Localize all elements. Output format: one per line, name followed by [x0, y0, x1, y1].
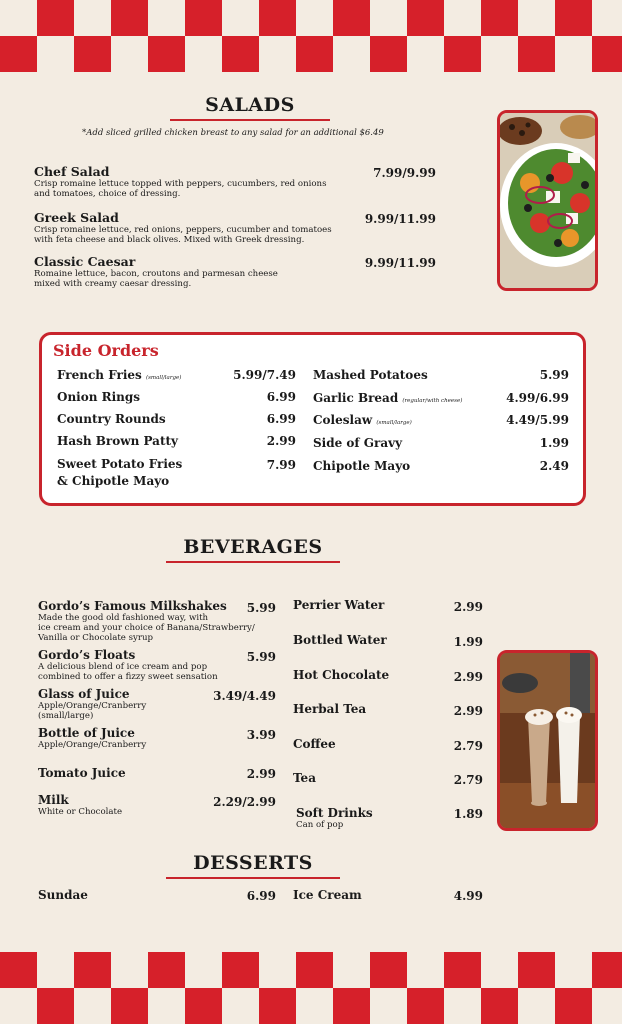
checker-square — [222, 952, 259, 988]
price-herbal-tea: 2.99 — [453, 704, 483, 718]
checker-square — [407, 988, 444, 1024]
checker-square — [0, 952, 37, 988]
checker-square — [333, 988, 370, 1024]
checker-square — [296, 988, 333, 1024]
side-orders-box — [39, 332, 586, 506]
price-milk: 2.29/2.99 — [213, 795, 276, 809]
price-ice-cream: 4.99 — [453, 889, 483, 903]
price-sundae: 6.99 — [246, 889, 276, 903]
checker-square — [592, 988, 622, 1024]
salads-note: *Add sliced grilled chicken breast to any salad for an additional $6.49 — [82, 128, 384, 138]
checker-square — [37, 36, 74, 72]
price-classic-caesar: 9.99/11.99 — [364, 256, 436, 270]
bev-item-hot-chocolate: Hot Chocolate — [293, 668, 390, 682]
bev-item-milk: Milk White or Chocolate — [38, 793, 123, 817]
price-coleslaw: 4.49/5.99 — [506, 413, 569, 427]
menu-item-greek-salad: Greek Salad Crisp romaine lettuce, red onions, peppers, cucumber and tomatoes with feta cheese and black olives. Mixed with Greek dressing. — [34, 210, 332, 245]
checker-square — [370, 36, 407, 72]
side-item-coleslaw: Coleslaw (small/large) — [313, 413, 412, 427]
menu-item-classic-caesar: Classic Caesar Romaine lettuce, bacon, croutons and parmesan cheese mixed with creamy caesar dressing. — [34, 254, 278, 289]
checker-square — [259, 0, 296, 36]
price-hash-brown-patty: 2.99 — [266, 434, 296, 448]
side-item-country-rounds: Country Rounds — [57, 412, 166, 426]
price-tea: 2.79 — [453, 773, 483, 787]
checker-square — [407, 36, 444, 72]
side-item-chipotle-mayo: Chipotle Mayo — [313, 459, 411, 473]
checker-square — [333, 36, 370, 72]
price-bottle-of-juice: 3.99 — [246, 728, 276, 742]
side-item-mashed-potatoes: Mashed Potatoes — [313, 368, 428, 382]
checker-square — [185, 0, 222, 36]
price-greek-salad: 9.99/11.99 — [364, 212, 436, 226]
price-tomato-juice: 2.99 — [246, 767, 276, 781]
checker-square — [407, 0, 444, 36]
checker-square — [333, 0, 370, 36]
salads-title: SALADS — [170, 94, 330, 121]
checker-square — [148, 0, 185, 36]
price-hot-chocolate: 2.99 — [453, 670, 483, 684]
checker-square — [185, 36, 222, 72]
bev-item-soft-drinks: Soft Drinks Can of pop — [296, 806, 373, 830]
checker-square — [333, 952, 370, 988]
checker-square — [74, 0, 111, 36]
checker-square — [592, 952, 622, 988]
bev-item-tomato-juice: Tomato Juice — [38, 766, 126, 780]
price-garlic-bread: 4.99/6.99 — [506, 391, 569, 405]
dessert-item-ice-cream: Ice Cream — [293, 888, 362, 902]
checker-square — [74, 952, 111, 988]
checker-square — [444, 952, 481, 988]
price-glass-of-juice: 3.49/4.49 — [213, 689, 276, 703]
checker-square — [148, 988, 185, 1024]
salad-photo — [497, 110, 598, 291]
price-floats: 5.99 — [246, 650, 276, 664]
menu-item-chef-salad: Chef Salad Crisp romaine lettuce topped with peppers, cucumbers, red onions and tomatoes, choice of dressing. — [34, 164, 327, 199]
price-french-fries: 5.99/7.49 — [233, 368, 296, 382]
price-perrier-water: 2.99 — [453, 600, 483, 614]
bev-item-tea: Tea — [293, 771, 316, 785]
checker-square — [370, 0, 407, 36]
checker-square — [296, 0, 333, 36]
price-soft-drinks: 1.89 — [453, 807, 483, 821]
checker-square — [481, 0, 518, 36]
price-coffee: 2.79 — [453, 739, 483, 753]
checker-square — [148, 36, 185, 72]
checker-square — [296, 952, 333, 988]
checker-square — [555, 952, 592, 988]
checker-square — [481, 952, 518, 988]
checker-square — [0, 988, 37, 1024]
price-mashed-potatoes: 5.99 — [539, 368, 569, 382]
bev-item-perrier-water: Perrier Water — [293, 598, 385, 612]
bev-item-coffee: Coffee — [293, 737, 336, 751]
checker-square — [259, 988, 296, 1024]
checker-square — [74, 988, 111, 1024]
checker-square — [518, 36, 555, 72]
checker-square — [555, 988, 592, 1024]
checker-square — [0, 36, 37, 72]
checker-square — [74, 36, 111, 72]
checker-square — [185, 988, 222, 1024]
beverages-title: BEVERAGES — [166, 536, 340, 563]
checker-square — [370, 988, 407, 1024]
bev-item-milkshakes: Gordo’s Famous Milkshakes Made the good old fashioned way, with ice cream and your choice of Banana/Strawberry/ Vanilla or Chocolate syrup — [38, 599, 255, 643]
price-sweet-potato-fries: 7.99 — [266, 458, 296, 472]
checker-square — [259, 952, 296, 988]
checker-square — [111, 0, 148, 36]
checker-square — [148, 952, 185, 988]
checker-square — [592, 0, 622, 36]
checker-square — [222, 36, 259, 72]
price-country-rounds: 6.99 — [266, 412, 296, 426]
side-item-sweet-potato-fries: Sweet Potato Fries & Chipotle Mayo — [57, 457, 183, 488]
checker-square — [518, 952, 555, 988]
checker-square — [481, 36, 518, 72]
dessert-item-sundae: Sundae — [38, 888, 88, 902]
side-item-hash-brown-patty: Hash Brown Patty — [57, 434, 179, 448]
checker-square — [370, 952, 407, 988]
checker-square — [555, 36, 592, 72]
checker-square — [444, 36, 481, 72]
price-side-of-gravy: 1.99 — [539, 436, 569, 450]
bev-item-floats: Gordo’s Floats A delicious blend of ice cream and pop combined to offer a fizzy sweet sensation — [38, 648, 218, 682]
checker-square — [111, 36, 148, 72]
price-chipotle-mayo: 2.49 — [539, 459, 569, 473]
checker-square — [518, 988, 555, 1024]
checker-square — [222, 0, 259, 36]
bev-item-herbal-tea: Herbal Tea — [293, 702, 367, 716]
checker-border-bottom — [0, 952, 622, 1024]
bev-item-bottled-water: Bottled Water — [293, 633, 387, 647]
bev-item-bottle-of-juice: Bottle of Juice Apple/Orange/Cranberry — [38, 726, 147, 750]
checker-square — [481, 988, 518, 1024]
checker-square — [37, 952, 74, 988]
price-milkshakes: 5.99 — [246, 601, 276, 615]
bev-item-glass-of-juice: Glass of Juice Apple/Orange/Cranberry (small/large) — [38, 687, 147, 721]
desserts-title: DESSERTS — [166, 852, 340, 879]
checker-square — [296, 36, 333, 72]
price-chef-salad: 7.99/9.99 — [373, 166, 436, 180]
side-item-side-of-gravy: Side of Gravy — [313, 436, 403, 450]
checker-square — [444, 0, 481, 36]
price-bottled-water: 1.99 — [453, 635, 483, 649]
checker-square — [0, 0, 37, 36]
checker-square — [185, 952, 222, 988]
checker-square — [592, 36, 622, 72]
checker-square — [222, 988, 259, 1024]
side-item-french-fries: French Fries (small/large) — [57, 368, 182, 382]
checker-square — [555, 0, 592, 36]
side-item-garlic-bread: Garlic Bread (regular/with cheese) — [313, 391, 463, 405]
side-item-onion-rings: Onion Rings — [57, 390, 141, 404]
checker-square — [37, 0, 74, 36]
checker-border-top — [0, 0, 622, 72]
side-orders-title: Side Orders — [53, 341, 159, 360]
checker-square — [111, 988, 148, 1024]
checker-square — [111, 952, 148, 988]
milkshake-photo — [497, 650, 598, 831]
checker-square — [518, 0, 555, 36]
price-onion-rings: 6.99 — [266, 390, 296, 404]
checker-square — [444, 988, 481, 1024]
checker-square — [37, 988, 74, 1024]
checker-square — [259, 36, 296, 72]
checker-square — [407, 952, 444, 988]
